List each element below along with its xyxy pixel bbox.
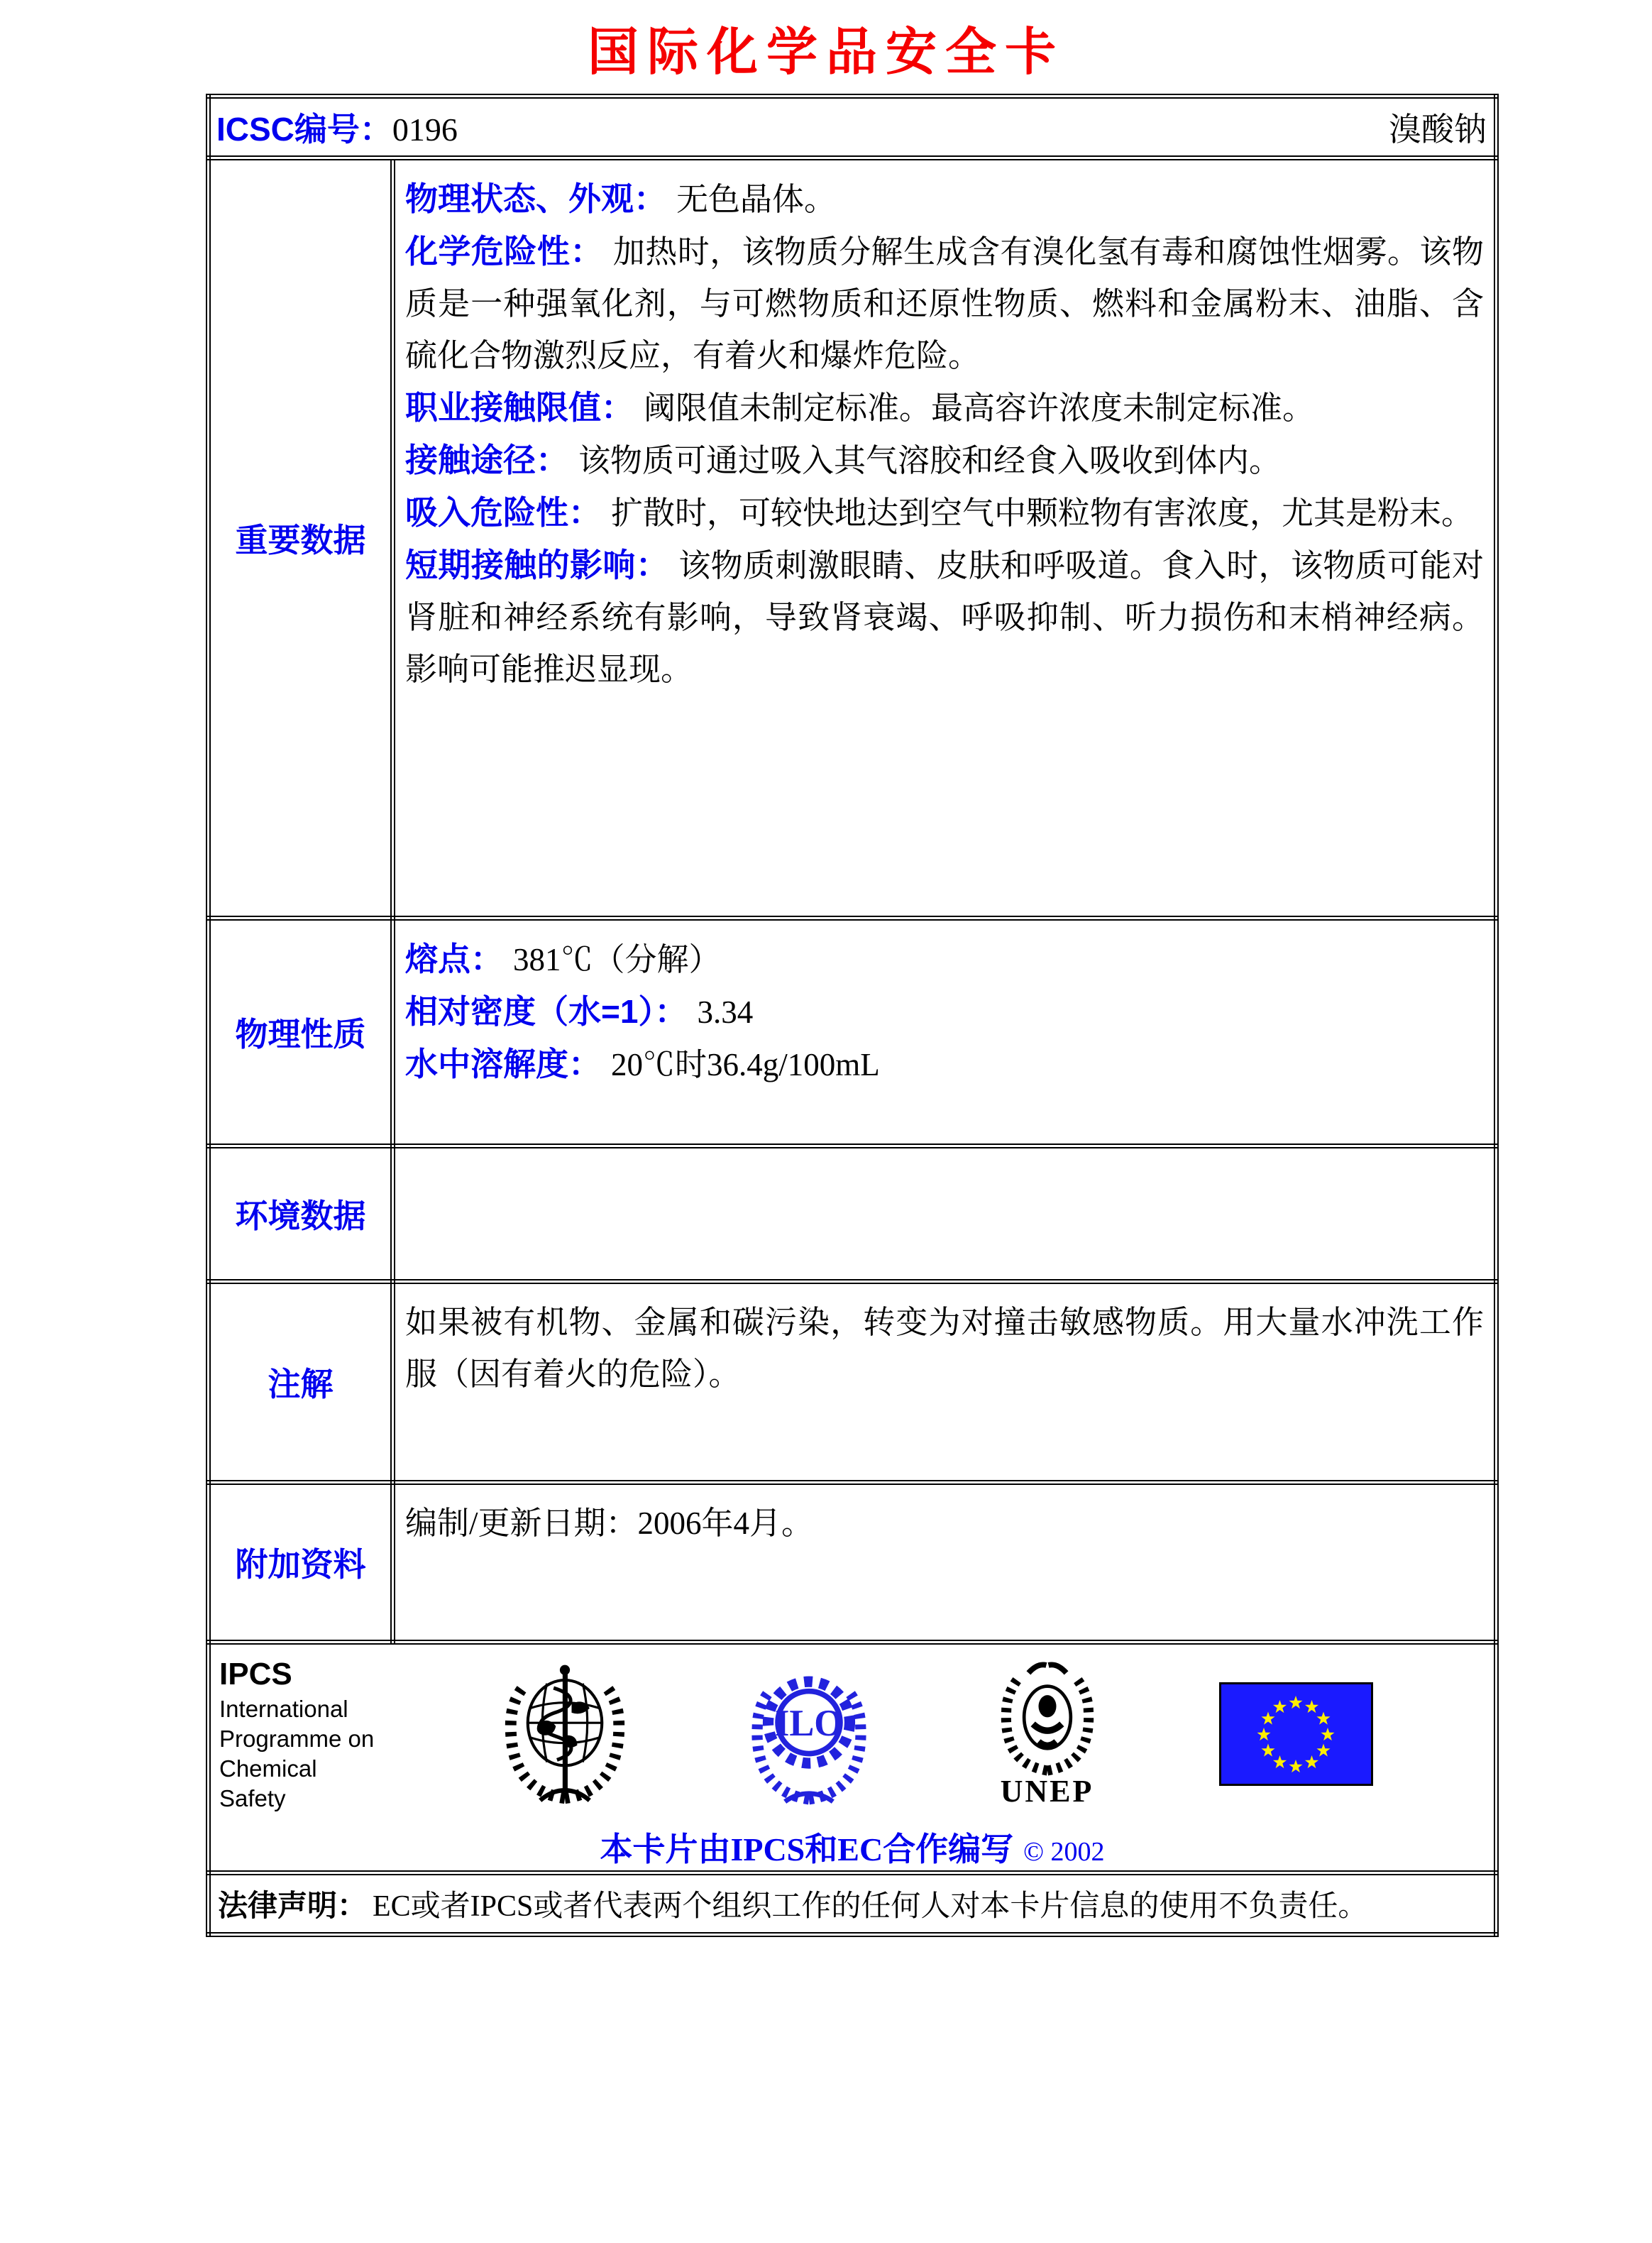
ipcs-line2: Programme on — [219, 1726, 375, 1752]
field-water-solubility: 水中溶解度： 20℃时36.4g/100mL — [405, 1046, 880, 1082]
svg-text:ILO: ILO — [774, 1702, 844, 1744]
field-chemical-danger: 化学危险性： 加热时，该物质分解生成含有溴化氢有毒和腐蚀性烟雾。该物质是一种强氧化剂，与可燃物质和还原性物质、燃料和金属粉末、油脂、含硫化合物激烈反应，有着火和爆炸危险。 — [405, 233, 1484, 373]
field-exposure-routes: 接触途径： 该物质可通过吸入其气溶胶和经食入吸收到体内。 — [405, 442, 1282, 478]
ilo-logo-icon — [743, 1662, 875, 1806]
physical-properties-content — [393, 918, 1497, 1146]
cooperation-caption — [211, 1824, 1494, 1870]
logos-strip — [211, 1645, 1494, 1814]
eu-flag-icon — [1219, 1682, 1373, 1786]
field-occupational-limit: 职业接触限值： 阈限值未制定标准。最高容许浓度未制定标准。 — [405, 389, 1315, 426]
field-short-term-effects: 短期接触的影响： 该物质刺激眼睛、皮肤和呼吸道。食入时，该物质可能对肾脏和神经系统有影响，导致肾衰竭、呼吸抑制、听力损伤和末梢神经病。影响可能推迟显现。 — [405, 547, 1484, 687]
logos-row — [209, 1643, 1497, 1873]
notes-row — [209, 1282, 1497, 1483]
header-row — [209, 97, 1497, 158]
icsc-number-label: ICSC编号： — [216, 111, 392, 148]
icsc-number-value: 0196 — [392, 111, 458, 148]
additional-info-content — [393, 1483, 1497, 1643]
physical-properties-row — [209, 918, 1497, 1146]
who-logo-icon — [497, 1661, 632, 1807]
ipcs-line3: Chemical Safety — [219, 1755, 317, 1811]
additional-info-row — [209, 1483, 1497, 1643]
section-label-additional: 附加资料 — [209, 1483, 393, 1643]
environmental-data-row — [209, 1146, 1497, 1282]
unep-logo-icon — [986, 1660, 1108, 1809]
icsc-table — [206, 94, 1499, 1937]
important-data-row — [209, 158, 1497, 918]
copyright-text: © 2002 — [1023, 1837, 1105, 1867]
ipcs-acronym: IPCS — [219, 1657, 292, 1691]
field-relative-density: 相对密度（水=1）： 3.34 — [405, 993, 754, 1030]
field-melting-point: 熔点： 381℃（分解） — [405, 940, 721, 977]
legal-notice — [211, 1875, 1494, 1932]
ipcs-text-block — [219, 1655, 386, 1814]
header-bar — [211, 99, 1494, 155]
environmental-data-content — [393, 1146, 1497, 1282]
unep-label: UNEP — [1000, 1773, 1094, 1809]
legal-text: EC或者IPCS或者代表两个组织工作的任何人对本卡片信息的使用不负责任。 — [373, 1890, 1368, 1923]
legal-row — [209, 1873, 1497, 1935]
section-label-environment: 环境数据 — [209, 1146, 393, 1282]
ipcs-line1: International — [219, 1696, 348, 1722]
notes-text: 如果被有机物、金属和碳污染，转变为对撞击敏感物质。用大量水冲洗工作服（因有着火的危险）。 — [405, 1305, 1484, 1392]
section-label-physical: 物理性质 — [209, 918, 393, 1146]
section-label-important: 重要数据 — [209, 158, 393, 918]
page-title: 国际化学品安全卡 — [587, 24, 1064, 81]
section-label-notes: 注解 — [209, 1282, 393, 1483]
legal-label: 法律声明： — [218, 1889, 368, 1922]
field-physical-state: 物理状态、外观： 无色晶体。 — [405, 180, 837, 217]
caption-text: 本卡片由IPCS和EC合作编写 — [600, 1831, 1014, 1868]
notes-content — [393, 1282, 1497, 1483]
additional-info-text: 编制/更新日期：2006年4月。 — [405, 1506, 814, 1541]
important-data-content — [393, 158, 1497, 918]
logos-cell — [211, 1645, 1494, 1870]
chemical-name: 溴酸钠 — [1389, 111, 1487, 148]
icsc-number-group — [216, 104, 458, 150]
field-inhalation-risk: 吸入危险性： 扩散时，可较快地达到空气中颗粒物有害浓度，尤其是粉末。 — [405, 494, 1474, 531]
